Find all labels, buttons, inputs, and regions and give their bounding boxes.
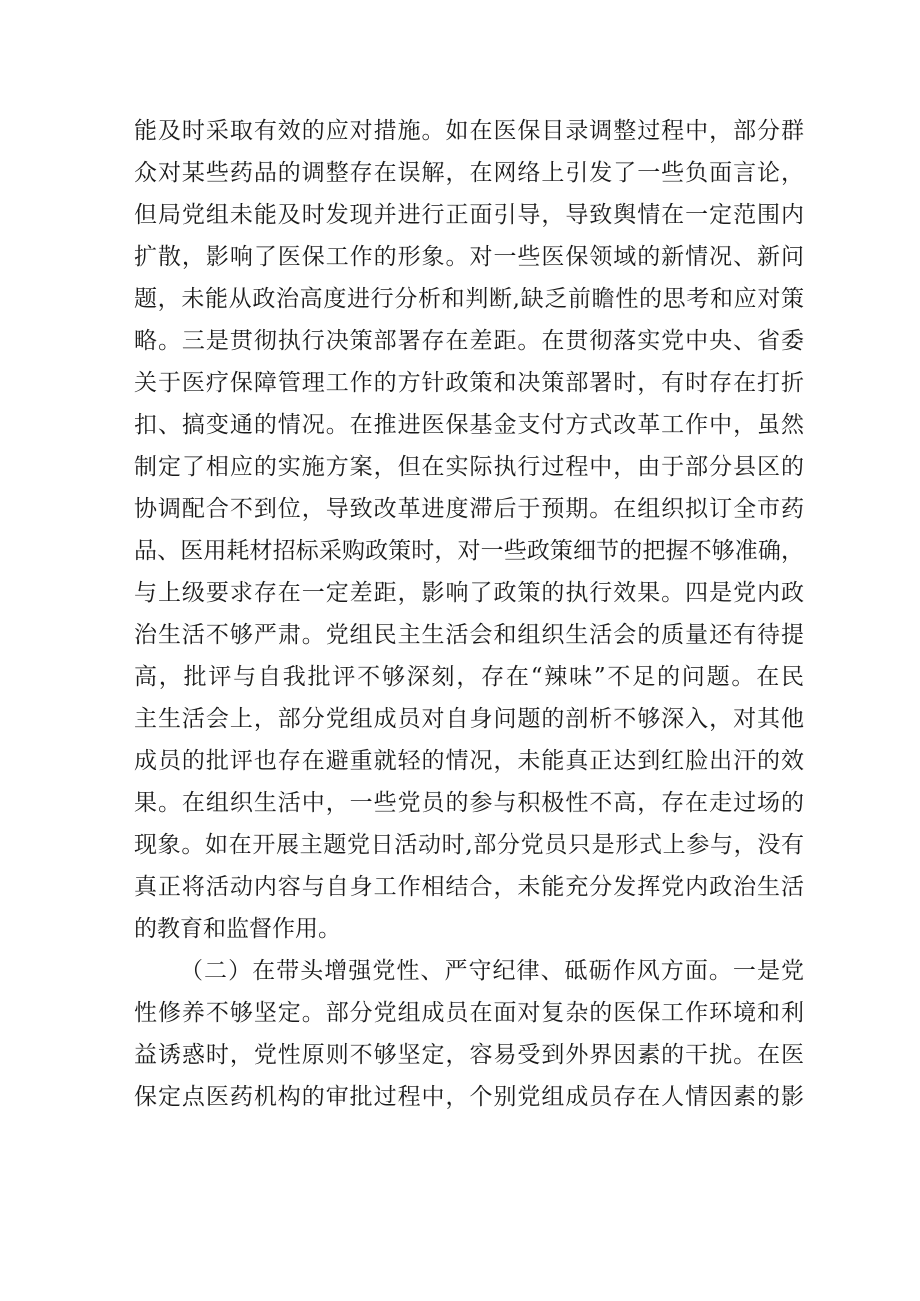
text-line-10: 协调配合不到位，导致改革进度滞后于预期。在组织拟订全市药: [134, 496, 804, 522]
text-line-3: 但局党组未能及时发现并进行正面引导，导致舆情在一定范围内: [134, 202, 804, 228]
text-line-7: 关于医疗保障管理工作的方针政策和决策部署时，有时存在打折: [134, 370, 804, 396]
text-line-6: 略。三是贯彻执行决策部署存在差距。在贯彻落实党中央、省委: [134, 328, 804, 354]
text-line-5: 题，未能从政治高度进行分析和判断,缺乏前瞻性的思考和应对策: [134, 286, 804, 312]
text-line-16: 成员的批评也存在避重就轻的情况，未能真正达到红脸出汗的效: [134, 748, 804, 774]
text-line-11: 品、医用耗材招标采购政策时，对一些政策细节的把握不够准确，: [134, 538, 804, 564]
text-line-22: 性修养不够坚定。部分党组成员在面对复杂的医保工作环境和利: [134, 1000, 804, 1026]
text-line-19: 真正将活动内容与自身工作相结合，未能充分发挥党内政治生活: [134, 874, 804, 900]
text-line-23: 益诱惑时，党性原则不够坚定，容易受到外界因素的干扰。在医: [134, 1042, 804, 1068]
text-line-1: 能及时采取有效的应对措施。如在医保目录调整过程中，部分群: [134, 118, 804, 144]
text-line-2: 众对某些药品的调整存在误解，在网络上引发了一些负面言论，: [134, 160, 804, 186]
text-line-17: 果。在组织生活中，一些党员的参与积极性不高，存在走过场的: [134, 790, 804, 816]
text-line-9: 制定了相应的实施方案，但在实际执行过程中，由于部分县区的: [134, 454, 804, 480]
text-line-15: 主生活会上，部分党组成员对自身问题的剖析不够深入，对其他: [134, 706, 804, 732]
text-line-8: 扣、搞变通的情况。在推进医保基金支付方式改革工作中，虽然: [134, 412, 804, 438]
section-heading-line: （二）在带头增强党性、严守纪律、砥砺作风方面。一是党: [180, 958, 804, 984]
body-text: [134, 110, 804, 1118]
text-line-4: 扩散，影响了医保工作的形象。对一些医保领域的新情况、新问: [134, 244, 804, 270]
text-line-20: 的教育和监督作用。: [134, 916, 341, 942]
text-line-24: 保定点医药机构的审批过程中，个别党组成员存在人情因素的影: [134, 1084, 804, 1110]
text-line-18: 现象。如在开展主题党日活动时,部分党员只是形式上参与，没有: [134, 832, 804, 858]
text-line-12: 与上级要求存在一定差距，影响了政策的执行效果。四是党内政: [134, 580, 804, 606]
text-line-13: 治生活不够严肃。党组民主生活会和组织生活会的质量还有待提: [134, 622, 804, 648]
text-line-14: 高，批评与自我批评不够深刻，存在“辣味”不足的问题。在民: [134, 664, 804, 690]
